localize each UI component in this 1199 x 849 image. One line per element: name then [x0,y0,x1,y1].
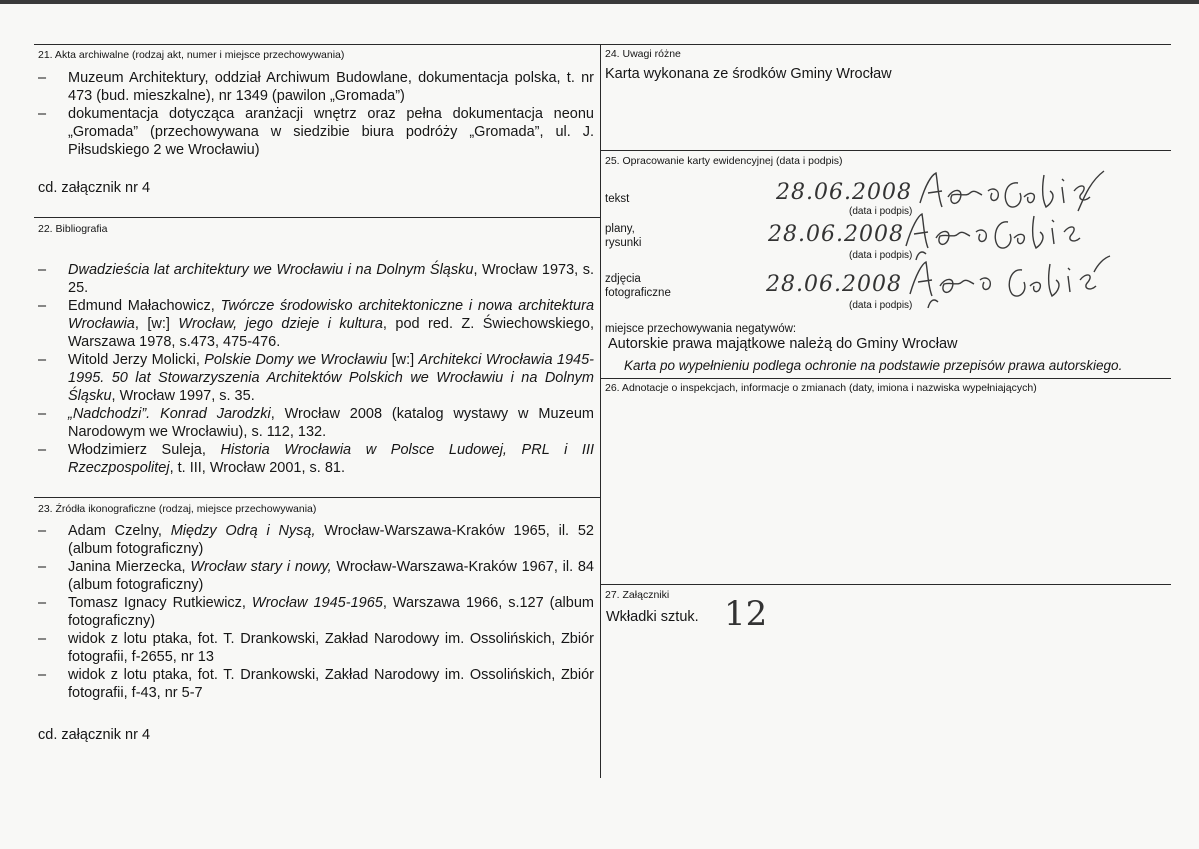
signature-image [898,252,1118,312]
top-border [34,44,1171,45]
section-21-list [38,69,594,159]
bibliography-item: – „Nadchodzi”. Konrad Jarodzki, Wrocław 2008 (katalog wystawy w Muzeum Narodowym we Wrocławiu), s. 112, 132. [38,405,594,441]
iconography-item: – Adam Czelny, Między Odrą i Nysą, Wrocław-Warszawa-Kraków 1965, il. 52 (album fotograficzny) [38,522,594,558]
iconography-item: – widok z lotu ptaka, fot. T. Drankowski, Zakład Narodowy im. Ossolińskich, Zbiór fotografii, f-43, nr 5-7 [38,666,594,702]
attachments-count: 12 [724,594,768,634]
bibliography-item: – Witold Jerzy Molicki, Polskie Domy we Wrocławiu [w:] Architekci Wrocławia 1945-1995. 50 lat Stowarzyszenia Architektów Polskich we Wrocławiu i na Dolnym Śląsku, Wrocław 1997, s. 35. [38,351,594,405]
section-23-footer: cd. załącznik nr 4 [38,727,151,743]
row-label-plany: plany, [605,223,635,235]
section-21-footer: cd. załącznik nr 4 [38,180,151,196]
handwritten-date: 28.06.2008 [776,180,912,205]
divider-26-27 [600,584,1171,585]
divider-25-26 [600,378,1171,379]
attachments-label: Wkładki sztuk. [606,609,699,625]
center-divider [600,44,601,778]
date-signature-caption: (data i podpis) [849,250,913,261]
row-label-tekst: tekst [605,193,630,205]
section-22-header: 22. Bibliografia [38,223,108,235]
date-signature-caption: (data i podpis) [849,206,913,217]
bibliography-item: – Edmund Małachowicz, Twórcze środowisko architektoniczne i nowa architektura Wrocławia, [w:] Wrocław, jego dzieje i kultura, pod red. Z. Świechowskiego, Warszawa 1978, s.473, 475-476. [38,297,594,351]
archive-item: – Muzeum Architektury, oddział Archiwum Budowlane, dokumentacja polska, t. nr 473 (bud. mieszkalne), nr 1349 (pawilon „Gromada”) [38,69,594,105]
iconography-list [38,522,594,702]
section-26-header: 26. Adnotacje o inspekcjach, informacje o zmianach (daty, imiona i nazwiska wypełniających) [605,382,1037,394]
archive-item: – dokumentacja dotycząca aranżacji wnętrz oraz pełna dokumentacja neonu „Gromada” (przechowywana w siedzibie biura podróży „Gromada”, ul. J. Piłsudskiego 2 we Wrocławiu) [38,105,594,159]
section-23-header: 23. Źródła ikonograficzne (rodzaj, miejsce przechowywania) [38,503,317,515]
row-label-rysunki: rysunki [605,237,642,249]
row-label-zdjecia: zdjęcia [605,273,641,285]
scan-top-edge [0,0,1199,4]
bibliography-item: – Dwadzieścia lat architektury we Wrocławiu i na Dolnym Śląsku, Wrocław 1973, s. 25. [38,261,594,297]
row-label-fotograficzne: fotograficzne [605,287,671,299]
bibliography-list [38,261,594,477]
section-21-header: 21. Akta archiwalne (rodzaj akt, numer i miejsce przechowywania) [38,49,345,61]
iconography-item: – Tomasz Ignacy Rutkiewicz, Wrocław 1945-1965, Warszawa 1966, s.127 (album fotograficzny) [38,594,594,630]
divider-21-22 [34,217,600,218]
divider-24-25 [600,150,1171,151]
section-27-header: 27. Załączniki [605,589,670,601]
iconography-item: – Janina Mierzecka, Wrocław stary i nowy, Wrocław-Warszawa-Kraków 1967, il. 84 (album fotograficzny) [38,558,594,594]
iconography-item: – widok z lotu ptaka, fot. T. Drankowski, Zakład Narodowy im. Ossolińskich, Zbiór fotografii, f-2655, nr 13 [38,630,594,666]
handwritten-date: 28.06.2008 [766,272,902,297]
bibliography-item: – Włodzimierz Suleja, Historia Wrocławia w Polsce Ludowej, PRL i III Rzeczpospolitej, t. III, Wrocław 2001, s. 81. [38,441,594,477]
negatives-location-label: miejsce przechowywania negatywów: [605,323,797,335]
date-signature-caption: (data i podpis) [849,300,913,311]
section-24-header: 24. Uwagi różne [605,48,681,60]
section-25-header: 25. Opracowanie karty ewidencyjnej (data i podpis) [605,155,843,167]
copyright-statement: Autorskie prawa majątkowe należą do Gminy Wrocław [608,336,958,352]
divider-22-23 [34,497,600,498]
protection-note: Karta po wypełnieniu podlega ochronie na podstawie przepisów prawa autorskiego. [624,358,1123,373]
remarks-text: Karta wykonana ze środków Gminy Wrocław [605,66,892,82]
handwritten-date: 28.06.2008 [768,222,904,247]
